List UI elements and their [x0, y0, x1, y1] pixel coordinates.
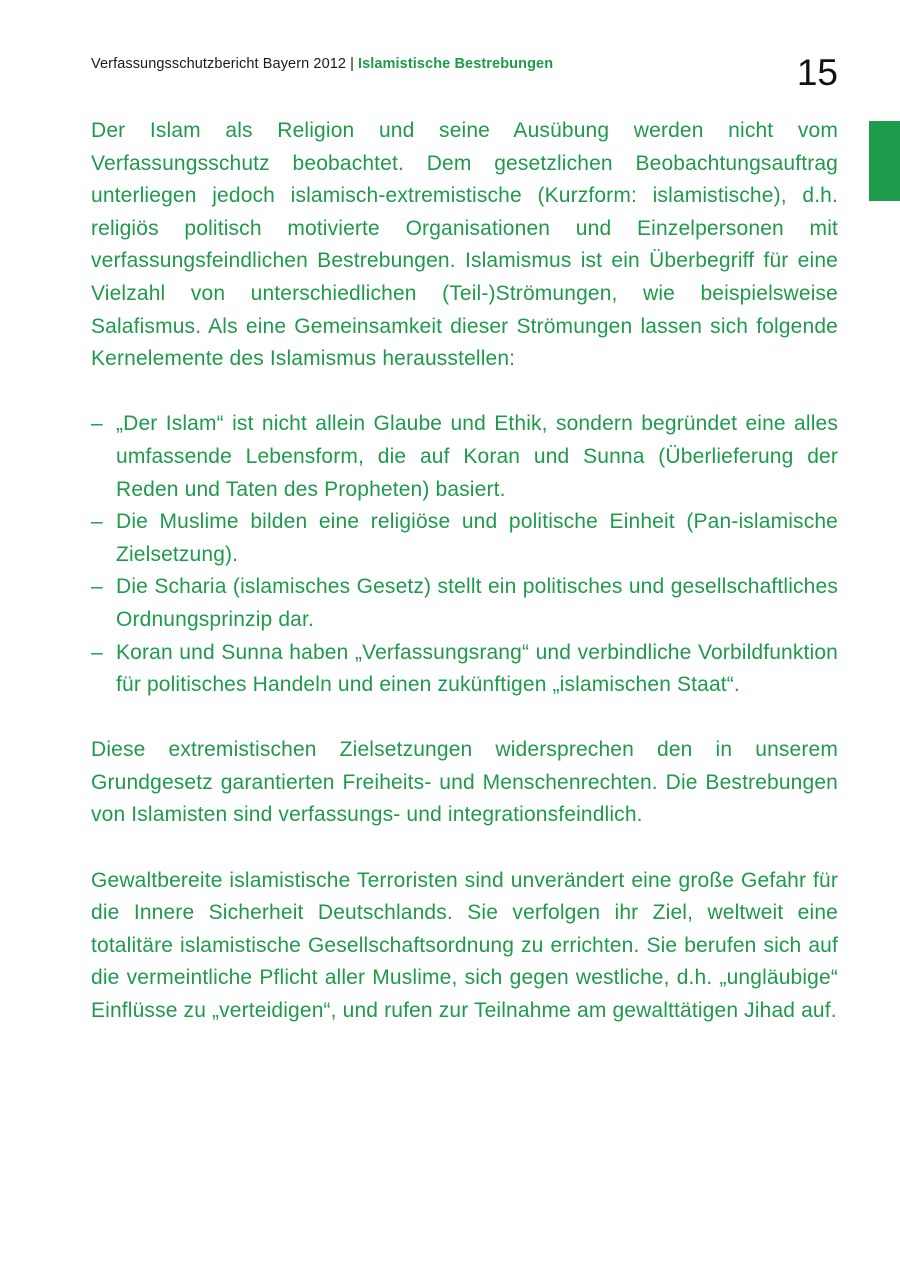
list-item-text: Koran und Sunna haben „Verfassungsrang“ und verbindliche Vorbildfunktion für politisches Handeln und einen zukünftigen „islamischen Staat“. — [116, 640, 838, 697]
page-number: 15 — [796, 52, 838, 93]
section-title: Islamistische Bestrebungen — [357, 56, 554, 72]
list-item — [91, 637, 838, 702]
bullet-dash: – — [91, 640, 103, 664]
body-text — [91, 115, 838, 1028]
list-item — [91, 571, 838, 636]
chapter-tab-marker — [869, 121, 900, 201]
paragraph-spacer — [91, 702, 838, 735]
list-item — [91, 408, 838, 506]
intro-paragraph: Der Islam als Religion und seine Ausübung werden nicht vom Verfassungsschutz beobachtet. Dem gesetzlichen Beobachtungsauftrag unterliegen jedoch islamisch-extremistische (Kurzform: islamistische), d.h. religiös politisch motivierte Organisationen und Einzelpersonen mit verfassungsfeindlichen Bestrebungen. Islamismus ist ein Überbegriff für eine Vielzahl von unterschiedlichen (Teil-)Strömungen, wie beispielsweise Salafismus. Als eine Gemeinsamkeit dieser Strömungen lassen sich folgende Kernelemente des Islamismus herausstellen: — [91, 119, 838, 371]
kernel-elements-list — [91, 408, 838, 701]
list-item-text: „Der Islam“ ist nicht allein Glaube und Ethik, sondern begründet eine alles umfassende Lebensform, die auf Koran und Sunna (Überlieferung der Reden und Taten des Propheten) basiert. — [116, 412, 838, 501]
publication-title: Verfassungsschutzbericht Bayern 2012 — [91, 56, 347, 72]
paragraph-three: Gewaltbereite islamistische Terroristen sind unverändert eine große Gefahr für die Innere Sicherheit Deutschlands. Sie verfolgen ihr Ziel, weltweit eine totalitäre islamistische Gesellschaftsordnung zu errichten. Sie berufen sich auf die vermeintliche Pflicht aller Muslime, sich gegen westliche, d.h. „ungläubige“ Einflüsse zu „verteidigen“, und rufen zur Teilnahme am gewalttätigen Jihad auf. — [91, 868, 838, 1023]
header-separator: | — [350, 56, 354, 72]
list-item-text: Die Muslime bilden eine religiöse und politische Einheit (Pan-islamische Zielsetzung). — [116, 510, 838, 566]
paragraph-spacer — [91, 376, 838, 409]
paragraph-spacer — [91, 832, 838, 865]
bullet-dash: – — [91, 510, 103, 534]
running-header — [91, 56, 553, 72]
paragraph-two: Diese extremistischen Zielsetzungen widersprechen den in unserem Grundgesetz garantierten Freiheits- und Menschenrechten. Die Bestrebungen von Islamisten sind verfassungs- und integrationsfeindlich. — [91, 738, 838, 827]
bullet-dash: – — [91, 575, 103, 599]
list-item — [91, 506, 838, 571]
list-item-text: Die Scharia (islamisches Gesetz) stellt ein politisches und gesellschaftliches Ordnungsprinzip dar. — [116, 575, 838, 631]
bullet-dash: – — [91, 412, 103, 436]
